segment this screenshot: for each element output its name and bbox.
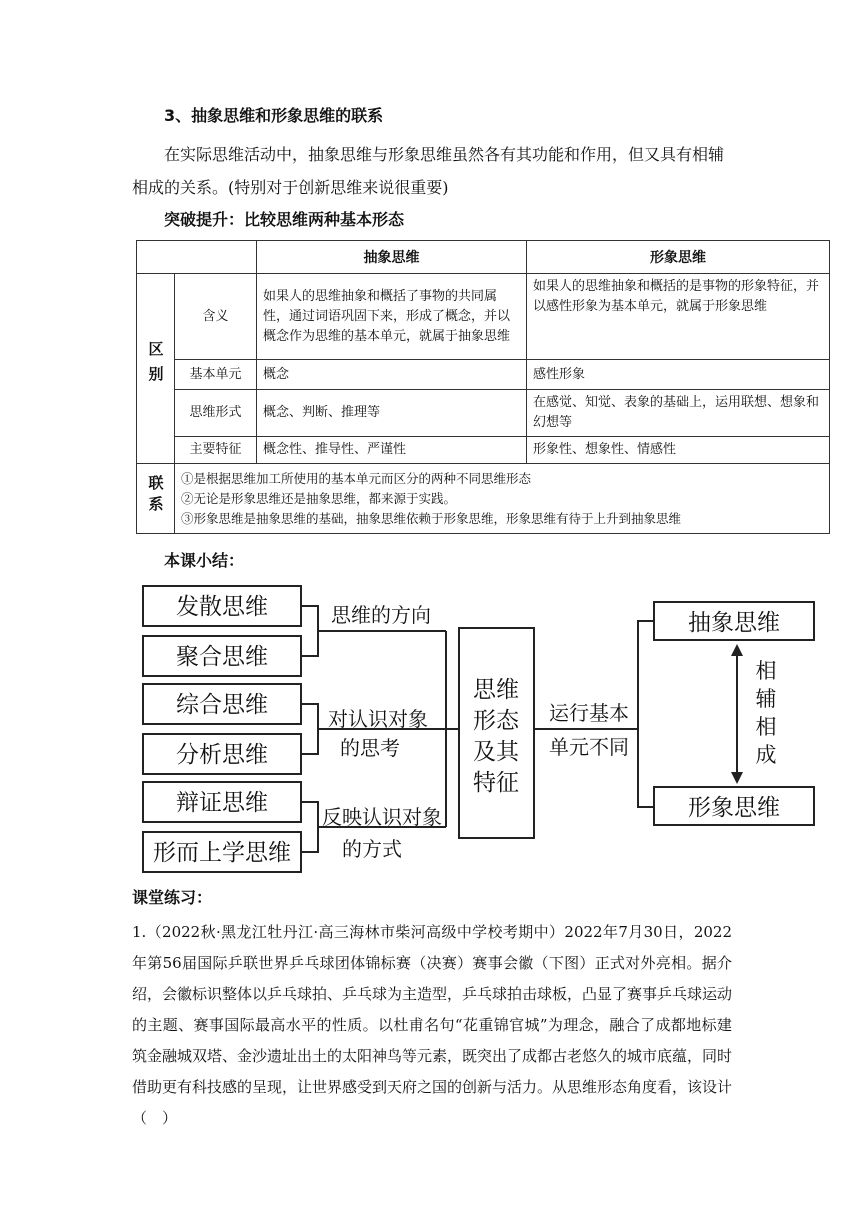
section-heading: 3、抽象思维和形象思维的联系	[164, 106, 384, 125]
center-text: 形态	[473, 708, 519, 734]
box-text: 聚合思维	[176, 644, 268, 670]
summary-heading: 本课小结：	[164, 551, 245, 570]
bracket-2	[301, 704, 318, 754]
practice-heading: 课堂练习：	[132, 888, 213, 907]
diagram-label: 对认识对象	[328, 707, 428, 731]
relation-char: 相	[755, 715, 777, 739]
table-cell: 如果人的思维抽象和概括的是事物的形象特征，并以感性形象为基本单元，就属于形象思维	[527, 274, 830, 360]
question-1: 1.（2022秋·黑龙江牡丹江·高三海林市柴河高级中学校考期中）2022年7月30日，2022年第56届国际乒联世界乒乓球团体锦标赛（决赛）赛事会徽（下图）正式对外亮相。据介绍，会徽标识整体以乒乓球拍、乒乓球为主造型，乒乓球拍击球板，凸显了赛事乒乓球运动的主题、赛事国际最高水平的性质。以杜甫名句“花重锦官城”为理念，融合了成都地标建筑金融城双塔、金沙遗址出土的太阳神鸟等元素，既突出了成都古老悠久的城市底蕴，同时借助更有科技感的呈现，让世界感受到天府之国的创新与活力。从思维形态角度看，该设计（ ）	[132, 923, 733, 1127]
diagram-label: 运行基本	[549, 701, 629, 725]
table-cell: 概念	[257, 360, 527, 390]
group-label-diff: 区别	[137, 274, 175, 464]
diagram-label: 单元不同	[549, 735, 629, 759]
table-cell: 形象性、想象性、情感性	[527, 437, 830, 464]
section-paragraph-text: 在实际思维活动中，抽象思维与形象思维虽然各有其功能和作用，但又具有相辅相成的关系。(特别对于创新思维来说很重要)	[132, 145, 725, 197]
table-cell: 如果人的思维抽象和概括了事物的共同属性，通过词语巩固下来，形成了概念，并以概念作为思维的基本单元，就属于抽象思维	[257, 274, 527, 360]
row-label: 含义	[175, 274, 257, 360]
relation-char: 相	[755, 659, 777, 683]
box-text: 发散思维	[176, 594, 268, 620]
table-cell: 概念性、推导性、严谨性	[257, 437, 527, 464]
center-text: 思维	[473, 677, 519, 703]
diagram-label: 思维的方向	[331, 603, 431, 627]
box-text: 形而上学思维	[153, 840, 291, 866]
bracket-right	[638, 621, 654, 807]
arrow-up-icon	[731, 644, 743, 656]
bracket-3	[301, 802, 318, 852]
box-text: 形象思维	[688, 795, 780, 821]
link-line: ③形象思维是抽象思维的基础，抽象思维依赖于形象思维，形象思维有待于上升到抽象思维	[181, 510, 682, 526]
row-label: 基本单元	[175, 360, 257, 390]
relation-char: 成	[755, 743, 777, 767]
row-label: 思维形式	[175, 390, 257, 437]
link-line: ②无论是形象思维还是抽象思维，都来源于实践。	[181, 490, 457, 506]
col-header-abstract: 抽象思维	[257, 241, 527, 274]
box-text: 辩证思维	[176, 790, 268, 816]
diagram-label: 反映认识对象	[322, 805, 442, 829]
box-text: 综合思维	[176, 692, 268, 718]
box-text: 抽象思维	[688, 610, 780, 636]
link-line: ①是根据思维加工所使用的基本单元而区分的两种不同思维形态	[181, 470, 532, 486]
row-label: 主要特征	[175, 437, 257, 464]
breakthrough-heading: 突破提升：比较思维两种基本形态	[164, 210, 405, 229]
diagram-label: 的思考	[340, 736, 400, 760]
box-text: 分析思维	[176, 742, 268, 768]
relation-char: 辅	[755, 687, 777, 711]
table-cell: 感性形象	[527, 360, 830, 390]
center-text: 及其	[473, 739, 519, 765]
arrow-down-icon	[731, 772, 743, 784]
diagram-label: 的方式	[342, 837, 402, 861]
bracket-1	[301, 606, 318, 656]
table-cell: 概念、判断、推理等	[257, 390, 527, 437]
table-cell: 在感觉、知觉、表象的基础上，运用联想、想象和幻想等	[527, 390, 830, 437]
center-text: 特征	[473, 770, 519, 796]
col-header-image: 形象思维	[527, 241, 830, 274]
group-label-link: 联系	[137, 464, 175, 534]
